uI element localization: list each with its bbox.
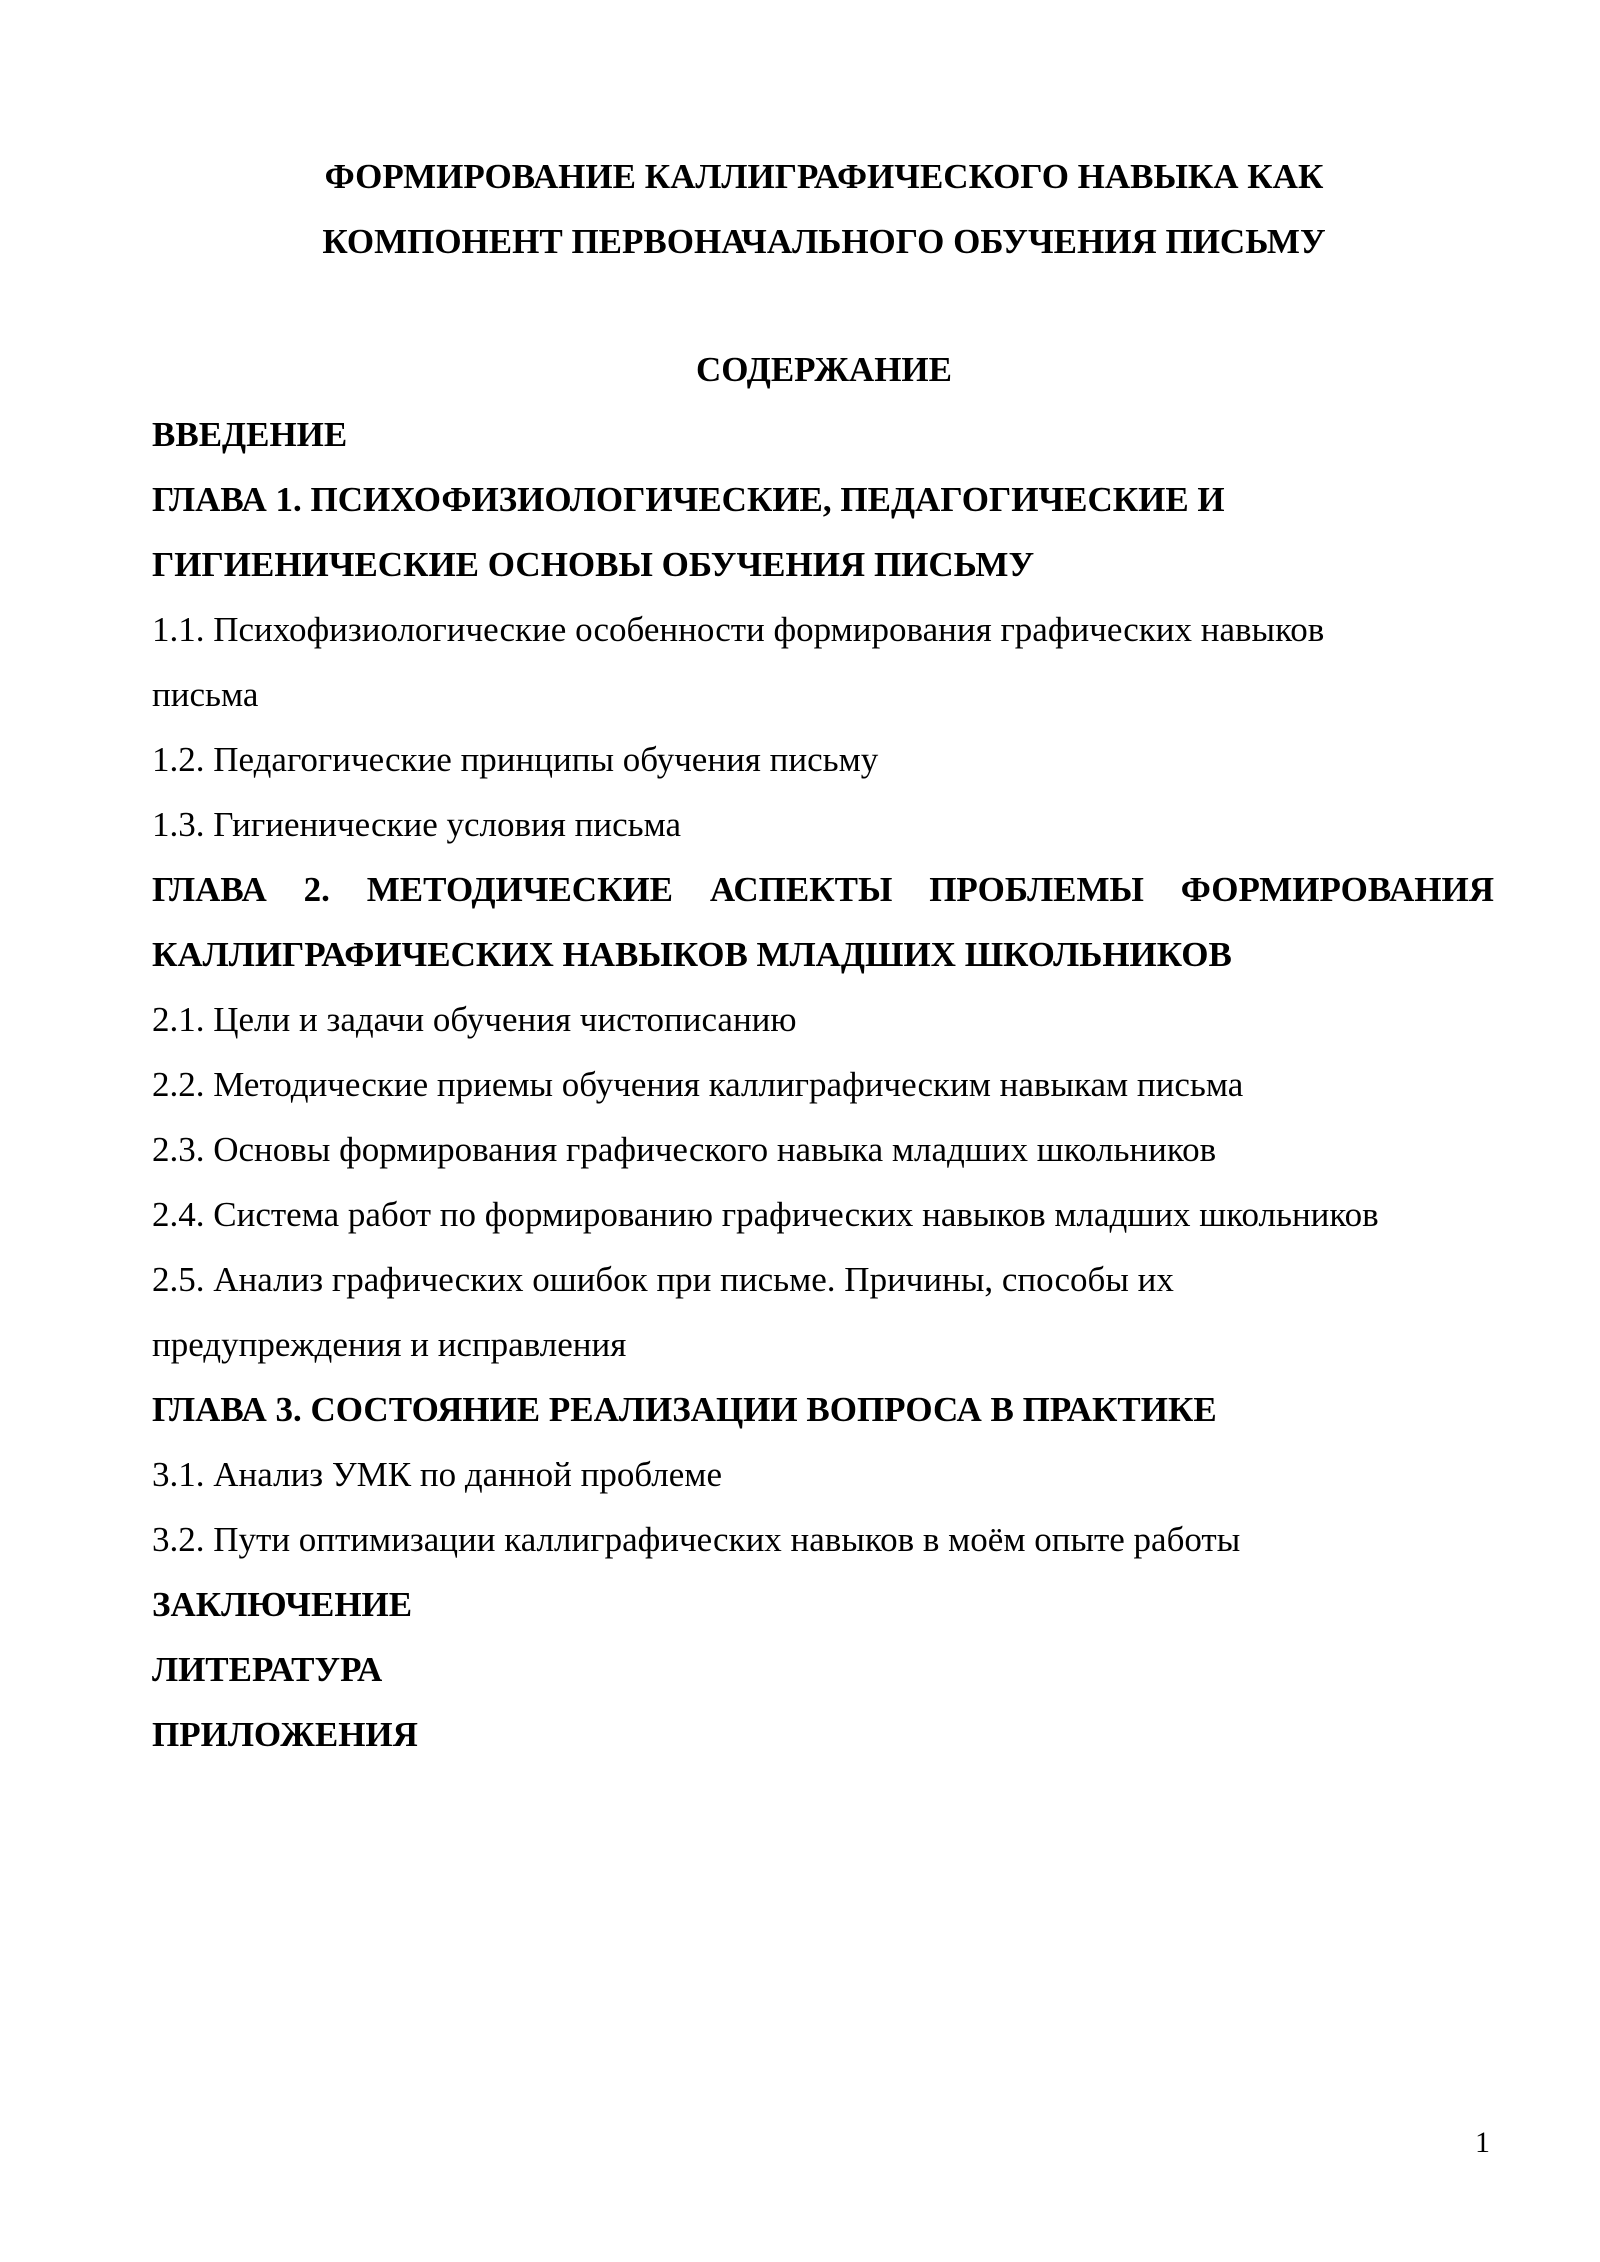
toc-item-1-3: 1.3. Гигиенические условия письма (152, 805, 682, 844)
toc-item-chapter-1: ГЛАВА 1. ПСИХОФИЗИОЛОГИЧЕСКИЕ, ПЕДАГОГИЧЕСКИЕ И (152, 480, 1225, 519)
title-line-2: КОМПОНЕНТ ПЕРВОНАЧАЛЬНОГО ОБУЧЕНИЯ ПИСЬМУ (322, 222, 1326, 261)
toc-item-2-5-cont: предупреждения и исправления (152, 1325, 627, 1364)
toc-item-3-2: 3.2. Пути оптимизации каллиграфических навыков в моём опыте работы (152, 1520, 1241, 1559)
toc-item-1-1-cont: письма (152, 675, 259, 714)
title-line-1: ФОРМИРОВАНИЕ КАЛЛИГРАФИЧЕСКОГО НАВЫКА КАК (324, 157, 1324, 196)
toc-item-literature: ЛИТЕРАТУРА (152, 1650, 383, 1689)
toc-item-chapter-3: ГЛАВА 3. СОСТОЯНИЕ РЕАЛИЗАЦИИ ВОПРОСА В ПРАКТИКЕ (152, 1390, 1217, 1429)
toc-item-2-1: 2.1. Цели и задачи обучения чистописанию (152, 1000, 797, 1039)
toc-item-introduction: ВВЕДЕНИЕ (152, 415, 348, 454)
toc-item-chapter-2: ГЛАВА 2. МЕТОДИЧЕСКИЕ АСПЕКТЫ ПРОБЛЕМЫ ФОРМИРОВАНИЯ (152, 870, 1494, 909)
toc-item-2-2: 2.2. Методические приемы обучения каллиграфическим навыкам письма (152, 1065, 1244, 1104)
toc-item-chapter-2-cont: КАЛЛИГРАФИЧЕСКИХ НАВЫКОВ МЛАДШИХ ШКОЛЬНИКОВ (152, 935, 1232, 974)
toc-item-1-1: 1.1. Психофизиологические особенности формирования графических навыков (152, 610, 1325, 649)
toc-item-1-2: 1.2. Педагогические принципы обучения письму (152, 740, 879, 779)
toc-item-2-3: 2.3. Основы формирования графического навыка младших школьников (152, 1130, 1217, 1169)
toc-item-conclusion: ЗАКЛЮЧЕНИЕ (152, 1585, 413, 1624)
document-title (152, 144, 1496, 274)
toc-item-2-5: 2.5. Анализ графических ошибок при письме. Причины, способы их (152, 1260, 1174, 1299)
toc-item-appendices: ПРИЛОЖЕНИЯ (152, 1715, 418, 1754)
toc-item-chapter-1-cont: ГИГИЕНИЧЕСКИЕ ОСНОВЫ ОБУЧЕНИЯ ПИСЬМУ (152, 545, 1035, 584)
toc-item-2-4: 2.4. Система работ по формированию графических навыков младших школьников (152, 1195, 1379, 1234)
toc-heading: СОДЕРЖАНИЕ (695, 350, 952, 389)
table-of-contents (152, 402, 1494, 1767)
toc-item-3-1: 3.1. Анализ УМК по данной проблеме (152, 1455, 722, 1494)
page-number: 1 (1475, 2126, 1490, 2159)
